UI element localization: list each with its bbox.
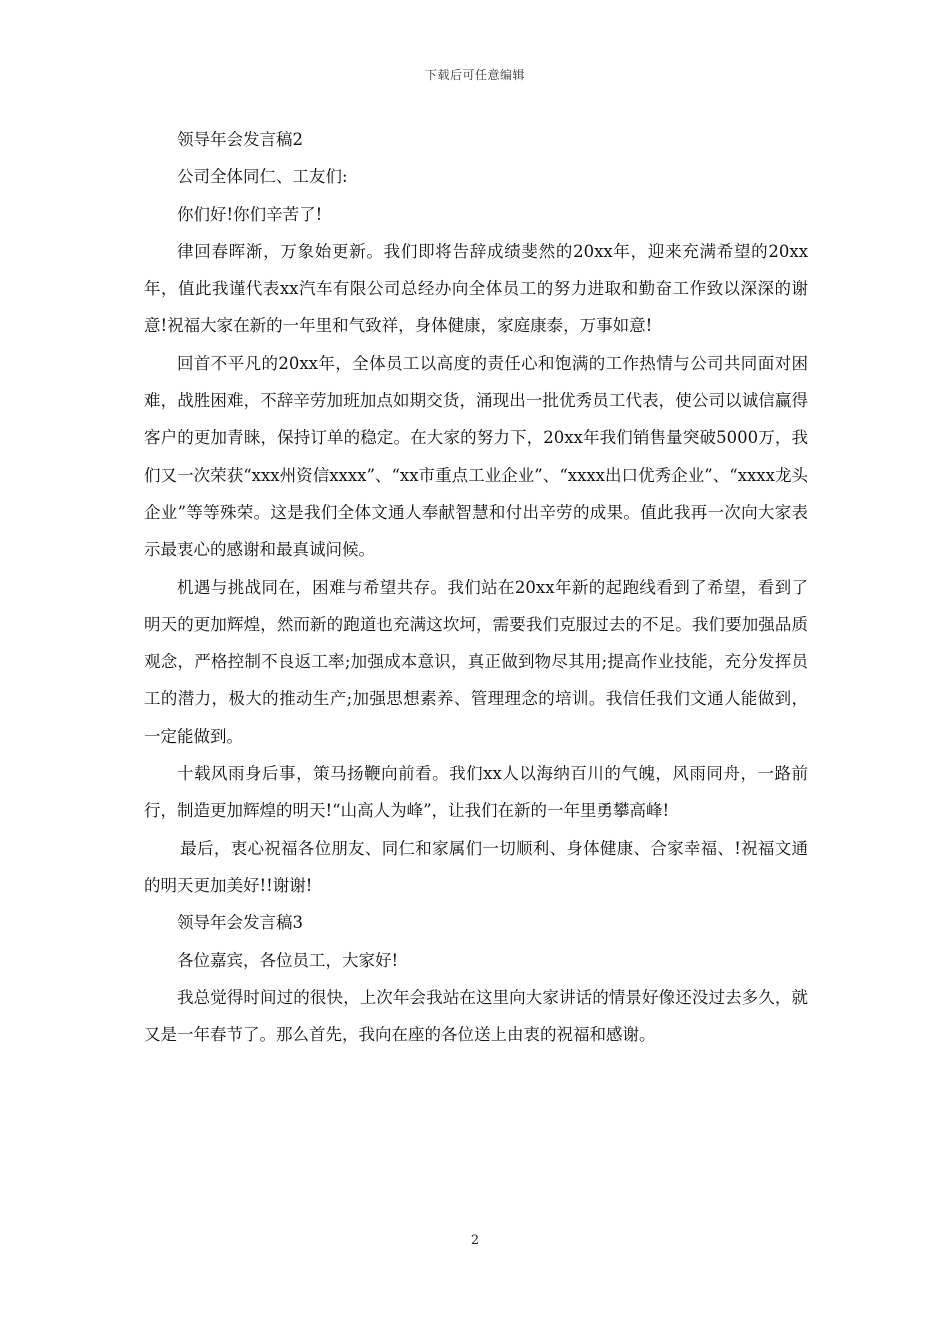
salutation: 各位嘉宾，各位员工，大家好! <box>177 950 399 970</box>
page-number: 2 <box>470 1233 480 1248</box>
document-body <box>144 121 808 1053</box>
paragraph: 律回春晖渐，万象始更新。我们即将告辞成绩斐然的20xx年，迎来充满希望的20xx年，值此我谨代表xx汽车有限公司总经办向全体员工的努力进取和勤奋工作致以深深的谢意!祝福大家在新的一年里和气致祥，身体健康，家庭康泰，万事如意! <box>144 241 808 336</box>
paragraph: 回首不平凡的20xx年，全体员工以高度的责任心和饱满的工作热情与公司共同面对困难，战胜困难，不辞辛劳加班加点如期交货，涌现出一批优秀员工代表，使公司以诚信赢得客户的更加青睐，保持订单的稳定。在大家的努力下，20xx年我们销售量突破5000万，我们又一次荣获“xxx州资信xxxx”、“xx市重点工业企业”、“xxxx出口优秀企业”、“xxxx龙头企业”等等殊荣。这是我们全体文通人奉献智慧和付出辛劳的成果。值此我再一次向大家表示最衷心的感谢和最真诚问候。 <box>144 353 808 560</box>
paragraph: 机遇与挑战同在，困难与希望共存。我们站在20xx年新的起跑线看到了希望，看到了明天的更加辉煌，然而新的跑道也充满这坎坷，需要我们克服过去的不足。我们要加强品质观念，严格控制不良返工率;加强成本意识，真正做到物尽其用;提高作业技能，充分发挥员工的潜力，极大的推动生产;加强思想素养、管理理念的培训。我信任我们文通人能做到，一定能做到。 <box>144 577 808 746</box>
section-title: 领导年会发言稿2 <box>177 130 303 149</box>
paragraph: 十载风雨身后事，策马扬鞭向前看。我们xx人以海纳百川的气魄，风雨同舟，一路前行，制造更加辉煌的明天!“山高人为峰”，让我们在新的一年里勇攀高峰! <box>144 764 808 821</box>
salutation: 公司全体同仁、工友们: <box>177 167 348 187</box>
greeting: 你们好!你们辛苦了! <box>177 204 323 224</box>
paragraph: 我总觉得时间过的很快，上次年会我站在这里向大家讲话的情景好像还没过去多久，就又是一年春节了。那么首先，我向在座的各位送上由衷的祝福和感谢。 <box>144 987 808 1045</box>
paragraph: 最后，衷心祝福各位朋友、同仁和家属们一切顺利、身体健康、合家幸福、!祝福文通的明天更加美好!!谢谢! <box>144 838 808 895</box>
header-note: 下载后可任意编辑 <box>424 68 525 82</box>
section-title: 领导年会发言稿3 <box>177 913 303 933</box>
